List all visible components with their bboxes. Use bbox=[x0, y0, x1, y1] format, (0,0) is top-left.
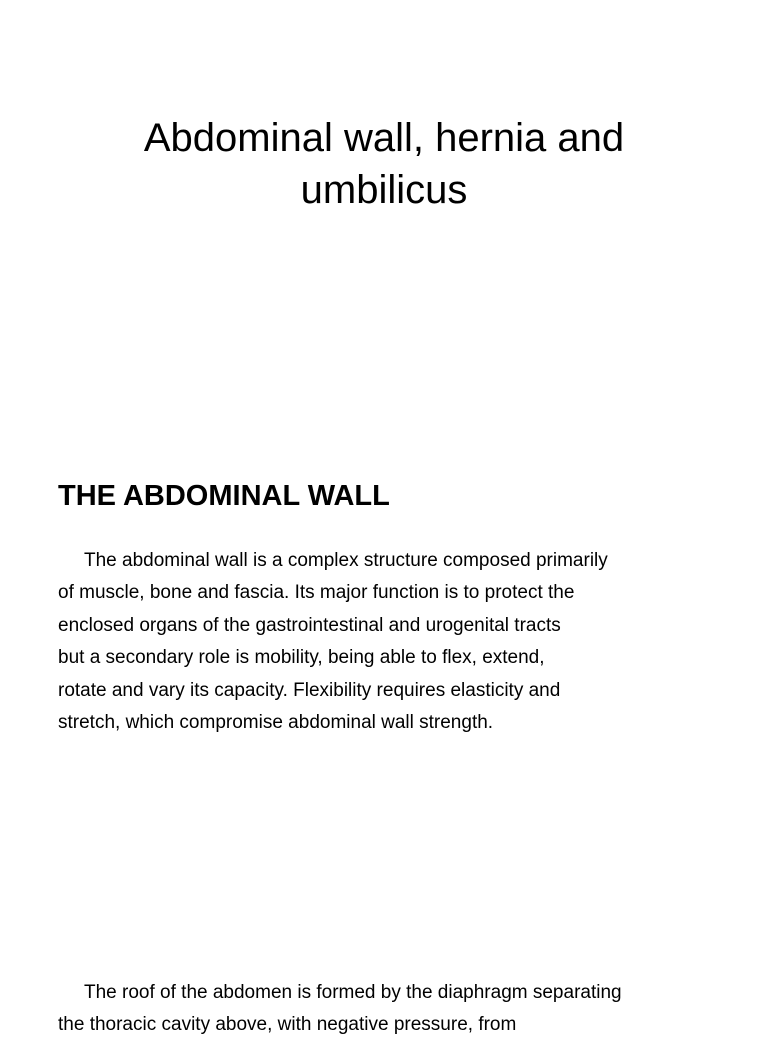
paragraph-roof-of-abdomen bbox=[58, 977, 698, 1042]
paragraph-line: rotate and vary its capacity. Flexibility requires elasticity and bbox=[58, 679, 561, 701]
paragraph-line: The roof of the abdomen is formed by the diaphragm separating bbox=[84, 982, 622, 1003]
paragraph-abdominal-wall bbox=[58, 545, 698, 739]
paragraph-line: stretch, which compromise abdominal wall strength. bbox=[58, 712, 494, 734]
paragraph-line: but a secondary role is mobility, being able to flex, extend, bbox=[58, 647, 545, 669]
paragraph-line: the thoracic cavity above, with negative pressure, from bbox=[58, 1014, 517, 1036]
section-heading: THE ABDOMINAL WALL bbox=[58, 480, 390, 512]
document-title bbox=[60, 112, 708, 216]
document-title-line-1: Abdominal wall, hernia and bbox=[143, 116, 625, 160]
paragraph-line: The abdominal wall is a complex structure composed primarily bbox=[84, 550, 608, 571]
document-title-line-2: umbilicus bbox=[300, 168, 468, 212]
paragraph-line: enclosed organs of the gastrointestinal and urogenital tracts bbox=[58, 614, 561, 636]
paragraph-line: of muscle, bone and fascia. Its major function is to protect the bbox=[58, 582, 575, 604]
